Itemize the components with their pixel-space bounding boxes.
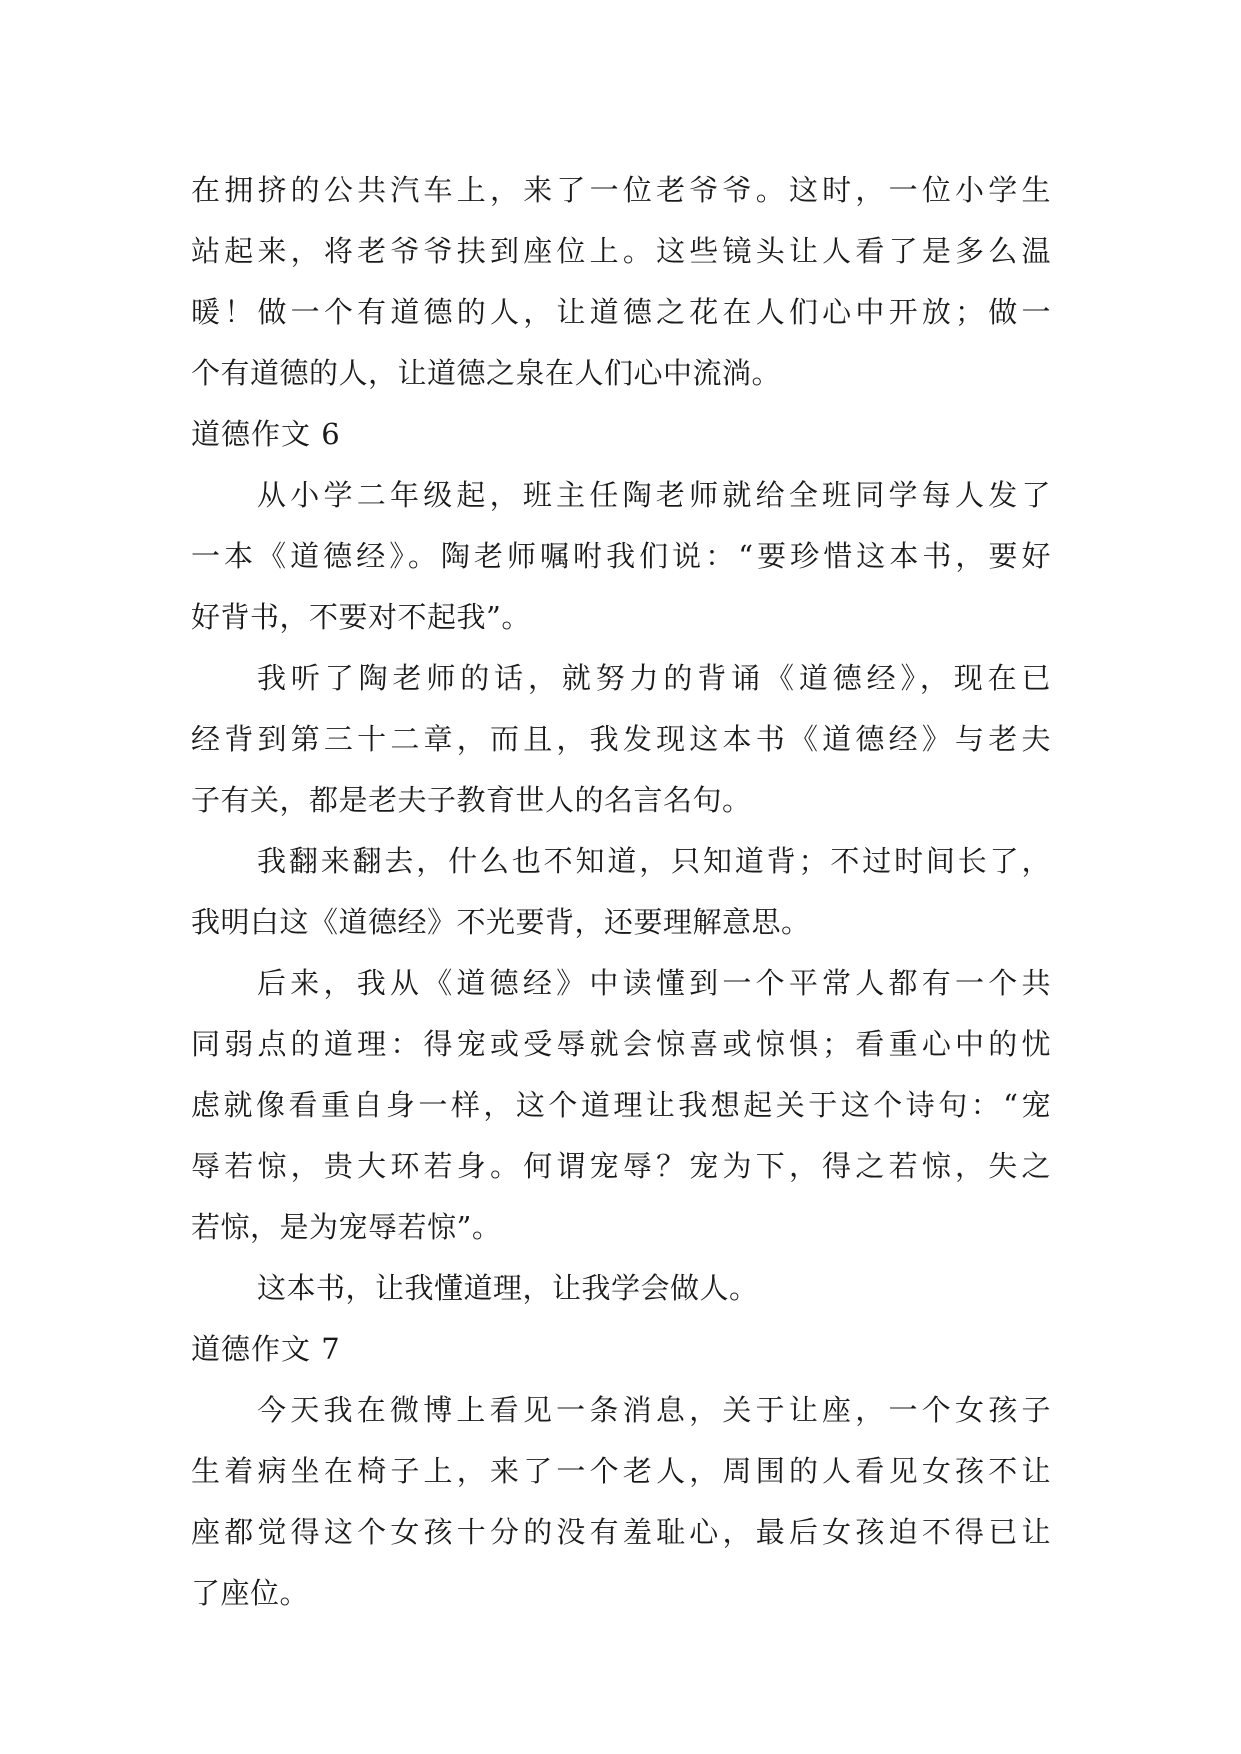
text-line: 在拥挤的公共汽车上，来了一位老爷爷。这时，一位小学生 [191,173,1051,207]
text-line: 站起来，将老爷爷扶到座位上。这些镜头让人看了是多么温 [191,234,1051,268]
section-heading: 道德作文 7 [191,1332,341,1366]
text-line: 生着病坐在椅子上，来了一个老人，周围的人看见女孩不让 [191,1454,1051,1488]
paragraph-first-line: 我听了陶老师的话，就努力的背诵《道德经》，现在已 [257,661,1051,695]
paragraph-first-line: 后来，我从《道德经》中读懂到一个平常人都有一个共 [257,966,1051,1000]
paragraph-first-line: 今天我在微博上看见一条消息，关于让座，一个女孩子 [257,1393,1051,1427]
paragraph-first-line: 我翻来翻去，什么也不知道，只知道背；不过时间长了， [257,844,1051,878]
text-line: 暖！做一个有道德的人，让道德之花在人们心中开放；做一 [191,295,1051,329]
text-line: 好背书，不要对不起我”。 [191,600,531,634]
text-line: 我明白这《道德经》不光要背，还要理解意思。 [191,905,811,939]
text-line: 一本《道德经》。陶老师嘱咐我们说：“要珍惜这本书，要好 [191,539,1051,573]
section-heading: 道德作文 6 [191,417,341,451]
text-line: 辱若惊，贵大环若身。何谓宠辱？宠为下，得之若惊，失之 [191,1149,1051,1183]
text-column [191,160,1051,1624]
text-line: 座都觉得这个女孩十分的没有羞耻心，最后女孩迫不得已让 [191,1515,1051,1549]
text-line: 同弱点的道理：得宠或受辱就会惊喜或惊惧；看重心中的忧 [191,1027,1051,1061]
text-line: 个有道德的人，让道德之泉在人们心中流淌。 [191,356,782,390]
text-line: 虑就像看重自身一样，这个道理让我想起关于这个诗句：“宠 [191,1088,1051,1122]
text-line: 经背到第三十二章，而且，我发现这本书《道德经》与老夫 [191,722,1051,756]
text-line: 若惊，是为宠辱若惊”。 [191,1210,502,1244]
text-line: 了座位。 [191,1576,310,1610]
paragraph-first-line: 这本书，让我懂道理，让我学会做人。 [257,1271,759,1305]
text-line: 子有关，都是老夫子教育世人的名言名句。 [191,783,752,817]
paragraph-first-line: 从小学二年级起，班主任陶老师就给全班同学每人发了 [257,478,1051,512]
